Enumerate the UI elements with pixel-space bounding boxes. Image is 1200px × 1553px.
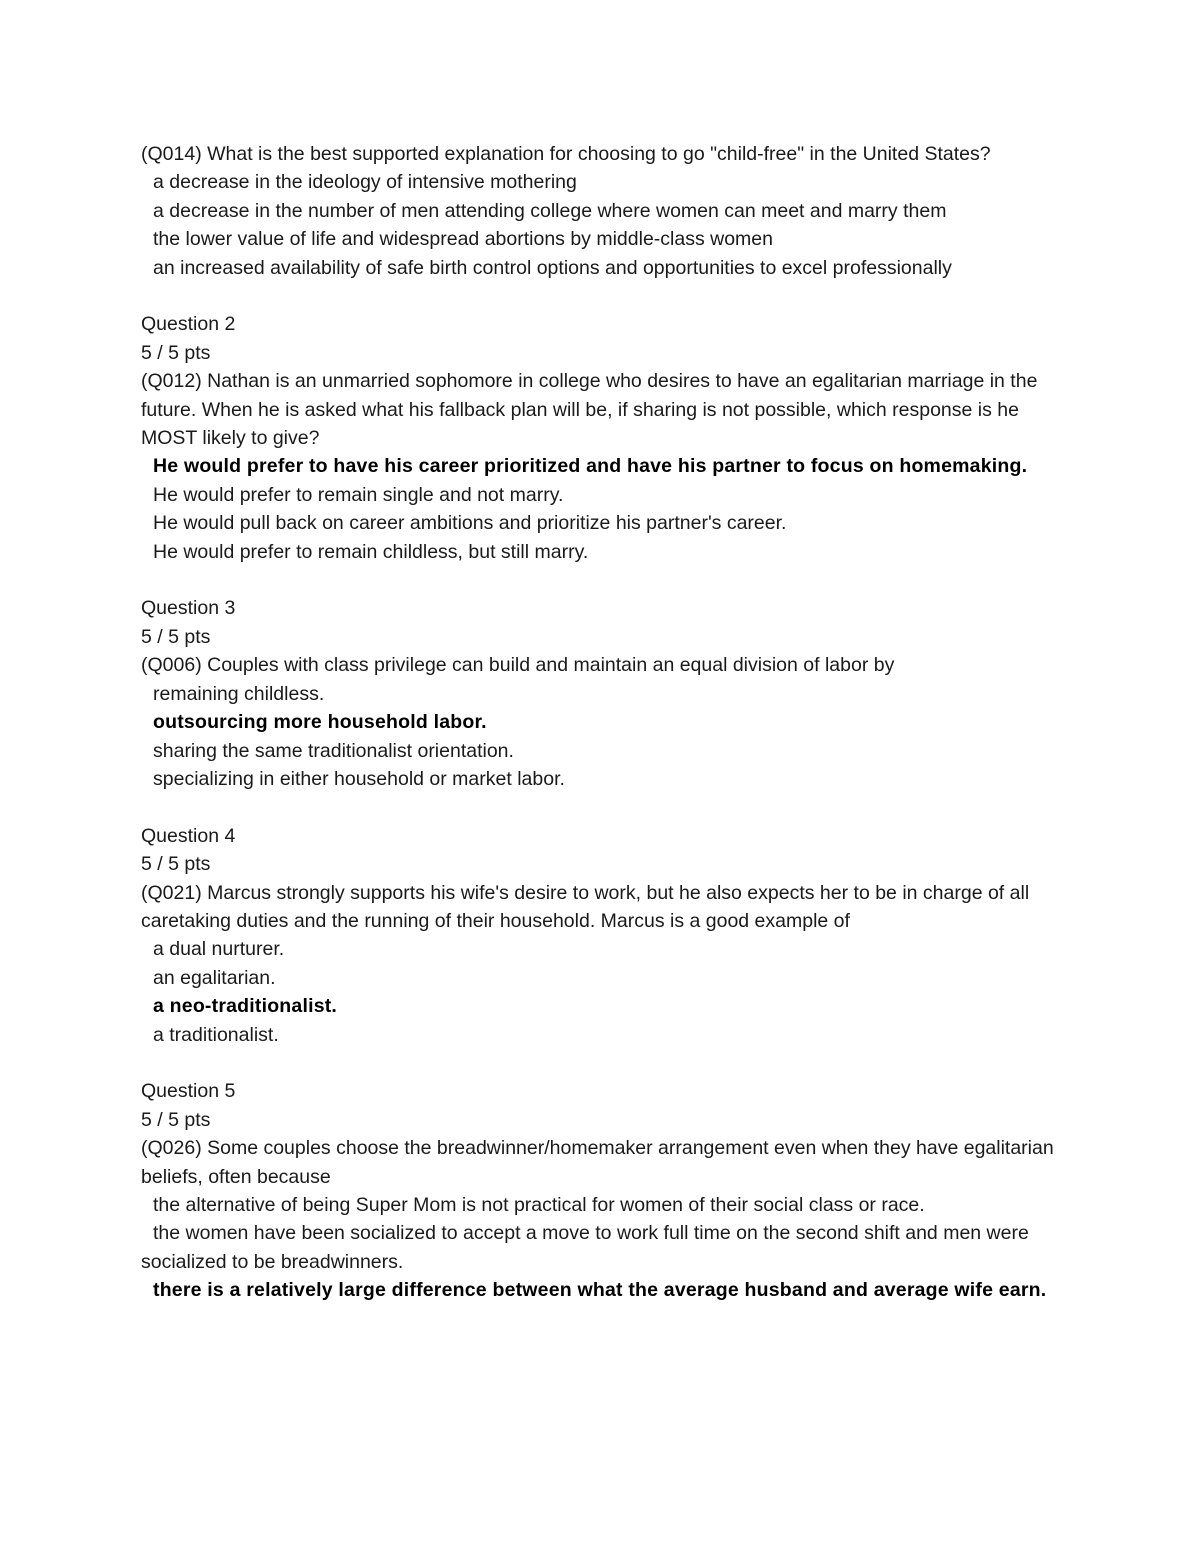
answer-option: an egalitarian.	[153, 966, 276, 989]
question-block	[141, 140, 1061, 282]
question-prompt: (Q014) What is the best supported explanation for choosing to go "child-free" in the United States?	[141, 143, 991, 165]
question-block	[141, 310, 1061, 566]
question-heading: Question 2	[141, 313, 236, 336]
answer-option: the lower value of life and widespread abortions by middle-class women	[153, 228, 773, 251]
question-score: 5 / 5 pts	[141, 625, 211, 648]
answer-option: an increased availability of safe birth control options and opportunities to excel professionally	[153, 256, 952, 279]
answer-option: He would prefer to remain single and not marry.	[153, 483, 564, 506]
answer-option: the alternative of being Super Mom is not practical for women of their social class or race.	[153, 1193, 925, 1216]
answer-option: a decrease in the ideology of intensive mothering	[153, 171, 577, 194]
answer-option: sharing the same traditionalist orientation.	[153, 739, 514, 762]
question-prompt: (Q012) Nathan is an unmarried sophomore in college who desires to have an egalitarian marriage in the future. When he is asked what his fallback plan will be, if sharing is not possible, which response is he MOST likely to give?	[141, 370, 1038, 450]
answer-option: He would prefer to remain childless, but still marry.	[153, 540, 589, 563]
question-score: 5 / 5 pts	[141, 853, 211, 876]
correct-answer-option: there is a relatively large difference between what the average husband and average wife earn.	[153, 1279, 1047, 1302]
question-heading: Question 5	[141, 1080, 236, 1103]
question-prompt: (Q026) Some couples choose the breadwinner/homemaker arrangement even when they have egalitarian beliefs, often because	[141, 1137, 1054, 1188]
question-heading: Question 4	[141, 824, 236, 847]
question-block	[141, 594, 1061, 793]
answer-option: remaining childless.	[153, 682, 325, 705]
answer-option: a decrease in the number of men attending college where women can meet and marry them	[153, 199, 947, 222]
answer-option: a dual nurturer.	[153, 938, 285, 961]
question-block	[141, 822, 1061, 1049]
answer-option: He would pull back on career ambitions and prioritize his partner's career.	[153, 512, 787, 535]
answer-option: specializing in either household or market labor.	[153, 767, 565, 790]
correct-answer-option: He would prefer to have his career prioritized and have his partner to focus on homemaking.	[153, 455, 1028, 478]
question-prompt: (Q021) Marcus strongly supports his wife's desire to work, but he also expects her to be in charge of all caretaking duties and the running of their household. Marcus is a good example of	[141, 881, 1030, 932]
answer-option: a traditionalist.	[153, 1023, 279, 1046]
document-page	[141, 140, 1061, 1305]
correct-answer-option: outsourcing more household labor.	[153, 711, 487, 734]
question-score: 5 / 5 pts	[141, 1108, 211, 1131]
question-prompt: (Q006) Couples with class privilege can build and maintain an equal division of labor by	[141, 654, 895, 677]
question-score: 5 / 5 pts	[141, 341, 211, 364]
question-block	[141, 1077, 1061, 1304]
answer-option: the women have been socialized to accept a move to work full time on the second shift and men were socialized to be breadwinners.	[141, 1222, 1029, 1273]
question-heading: Question 3	[141, 597, 236, 620]
correct-answer-option: a neo-traditionalist.	[153, 995, 338, 1018]
